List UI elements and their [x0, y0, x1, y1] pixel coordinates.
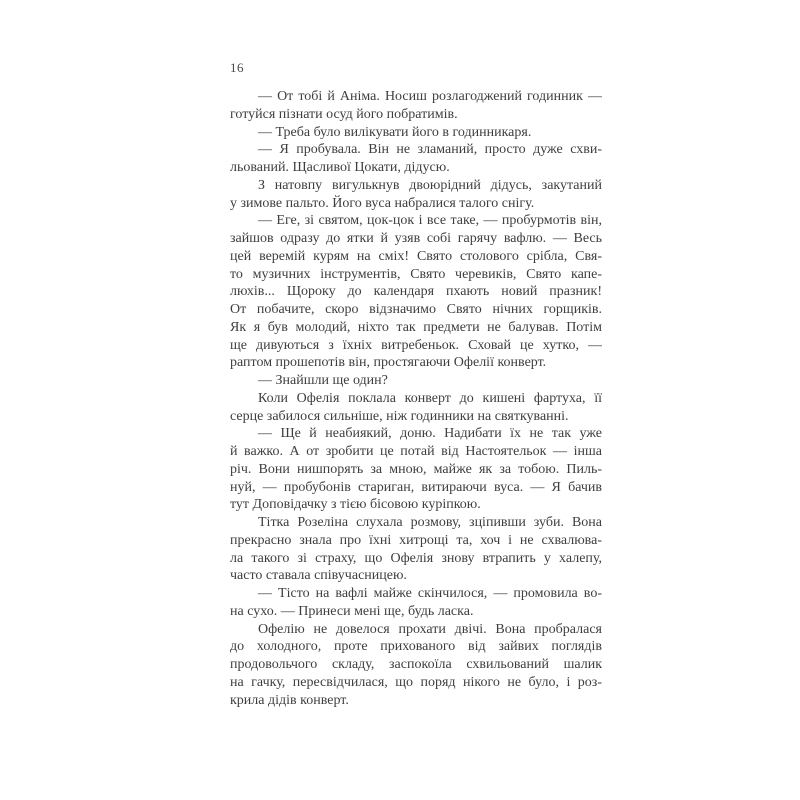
text-line: на гачку, пересвідчилася, що поряд нікого не було, і роз- — [230, 674, 602, 690]
text-line: нуй, — пробубонів стариган, витираючи вуса. — Я бачив — [230, 479, 602, 495]
text-line: тут Доповідачку з тією бісовою куріпкою. — [230, 497, 481, 513]
text-line: Офелію не довелося прохати двічі. Вона пробралася — [258, 621, 602, 637]
text-line: — Ще й неабиякий, доню. Надибати їх не так уже — [258, 426, 602, 442]
text-line: льований. Щасливої Цокати, дідусю. — [230, 160, 450, 175]
paragraph — [230, 177, 602, 213]
text-line: продовольчого складу, заспокоїла схвильований шалик — [230, 657, 602, 672]
text-line: Тітка Розеліна слухала розмову, зціпивши зуби. Вона — [258, 515, 602, 530]
text-line: — Знайшли ще один? — [258, 373, 388, 388]
text-line: — Еге, зі святом, цок-цок і все таке, — пробурмотів він, — [258, 213, 602, 229]
text-line: то музичних інструментів, Свято черевиків, Свято капе- — [230, 266, 602, 282]
text-line: — Треба було вилікувати його в годинникаря. — [258, 124, 532, 140]
text-line: люхів... Щороку до календаря пхають новий празник! — [230, 284, 602, 300]
text-line: зайшов одразу до ятки й узяв собі гарячу вафлю. — Весь — [230, 231, 602, 246]
paragraph — [230, 124, 602, 142]
text-line: часто ставала співучасницею. — [230, 568, 407, 584]
text-line: — Я пробувала. Він не зламаний, просто дуже схви- — [258, 142, 602, 158]
text-line: От побачите, скоро відзначимо Свято нічних горщиків. — [230, 302, 602, 317]
text-line: серце забилося сильніше, ніж годинники на святкуванні. — [230, 408, 569, 424]
text-line: до холодного, проте прихованого від зайвих поглядів — [230, 639, 602, 655]
text-line: раптом прошепотів він, простягаючи Офелії конверт. — [230, 355, 547, 371]
text-line: готуйся пізнати осуд його побратимів. — [230, 106, 458, 122]
text-line: у зимове пальто. Його вуса набралися талого снігу. — [230, 195, 535, 211]
text-line: на сухо. — Принеси мені ще, будь ласка. — [230, 603, 474, 619]
text-line: — От тобі й Аніма. Носиш розлагоджений годинник — — [258, 89, 602, 104]
paragraph — [230, 514, 602, 585]
text-block — [230, 88, 602, 709]
paragraph — [230, 212, 602, 372]
text-line: й важко. А от зробити це потай від Настоятельок — інша — [230, 444, 602, 459]
paragraph — [230, 88, 602, 124]
paragraph — [230, 372, 602, 390]
paragraph — [230, 585, 602, 621]
page-number: 16 — [230, 60, 244, 75]
text-line: цей веремій курям на сміх! Свято столового срібла, Свя- — [230, 248, 602, 264]
text-line: прекрасно знала про їхні хитрощі та, хоч і не схвалюва- — [230, 532, 602, 548]
text-line: крила дідів конверт. — [230, 692, 349, 708]
paragraph — [230, 425, 602, 514]
text-line: З натовпу вигулькнув двоюрідний дідусь, закутаний — [258, 177, 602, 193]
text-line: Як я був молодий, ніхто так предмети не балував. Потім — [230, 319, 602, 335]
text-line: ще дивуються з їхніх витребеньок. Сховай це хутко, — — [230, 337, 602, 353]
paragraph — [230, 141, 602, 177]
text-line: ла такого зі страху, що Офелія знову втрапить у халепу, — [230, 550, 602, 566]
text-line: — Тісто на вафлі майже скінчилося, — промовила во- — [258, 586, 602, 601]
paragraph — [230, 390, 602, 426]
text-line: Коли Офелія поклала конверт до кишені фартуха, її — [258, 390, 602, 406]
paragraph — [230, 621, 602, 710]
text-line: річ. Вони нишпорять за мною, майже як за тобою. Пиль- — [230, 461, 602, 477]
